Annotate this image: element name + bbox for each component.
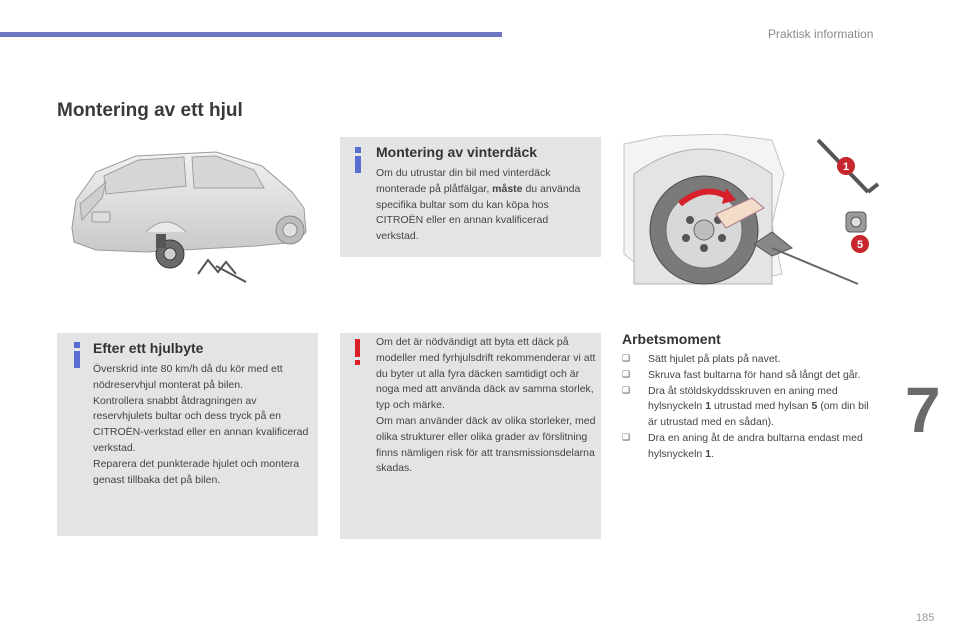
procedure-step: ❑ Dra en aning åt de andra bultarna endast med hylsnyckeln 1. <box>622 431 863 460</box>
section-title: Praktisk information <box>768 27 874 41</box>
procedure-title: Arbetsmoment <box>622 331 721 347</box>
callout-5: 5 <box>856 239 864 251</box>
four-wheel-drive-warning-box <box>340 333 601 539</box>
warning-text: Om det är nödvändigt att byta ett däck på modeller med fyrhjulsdrift rekommenderar vi att du byter ut alla fyra däcken samtidigt och är noga med att använda däck av samma storlek, typ och märke. Om man använder däck av olika storleker, med olika strukturer eller olika grader av förslitning finns nämligen risk för att transmissionsdelarna skadas. <box>376 336 596 475</box>
checkbox-icon: ❑ <box>622 385 631 396</box>
page-title: Montering av ett hjul <box>57 100 243 121</box>
checkbox-icon: ❑ <box>622 432 631 443</box>
winter-tyres-text: Om du utrustar din bil med vinterdäck monterade på plåtfälgar, måste du använda specifika bultar som du kan köpa hos CITROËN eller en annan kvalificerad verkstad. <box>376 167 581 243</box>
info-icon <box>70 342 84 368</box>
callout-1: 1 <box>842 161 850 173</box>
procedure-steps <box>622 352 880 463</box>
checkbox-icon: ❑ <box>622 354 631 364</box>
header-accent-bar <box>0 32 502 37</box>
page-number: 185 <box>916 612 935 624</box>
car-jack-illustration <box>66 142 312 288</box>
warning-icon <box>353 339 363 365</box>
after-wheel-change-title: Efter ett hjulbyte <box>93 340 204 356</box>
checkbox-icon: ❑ <box>622 369 631 380</box>
winter-tyres-title: Montering av vinterdäck <box>376 144 538 160</box>
after-wheel-change-text: Överskrid inte 80 km/h då du kör med ett nödreservhjul monterat på bilen. Kontrollera snabbt åtdragningen av reservhjulets bultar och dess tryck på en CITROËN-verkstad eller en annan kvalificerad verkstad. Reparera det punkterade hjulet och montera genast tillbaka det på bilen. <box>93 363 309 486</box>
procedure-step: ❑ Skruva fast bultarna för hand så långt det går. <box>622 368 880 384</box>
procedure-step: ❑ Sätt hjulet på plats på navet. <box>622 352 880 368</box>
info-icon <box>351 147 365 173</box>
chapter-number: 7 <box>905 374 941 446</box>
after-wheel-change-box <box>57 333 318 536</box>
wheel-mounting-illustration <box>622 134 884 296</box>
procedure-step: ❑ Dra åt stöldskyddsskruven en aning med hylsnyckeln 1 utrustad med hylsan 5 (om din bil är utrustad med en sådan). <box>622 384 869 429</box>
winter-tyres-box <box>340 137 601 257</box>
